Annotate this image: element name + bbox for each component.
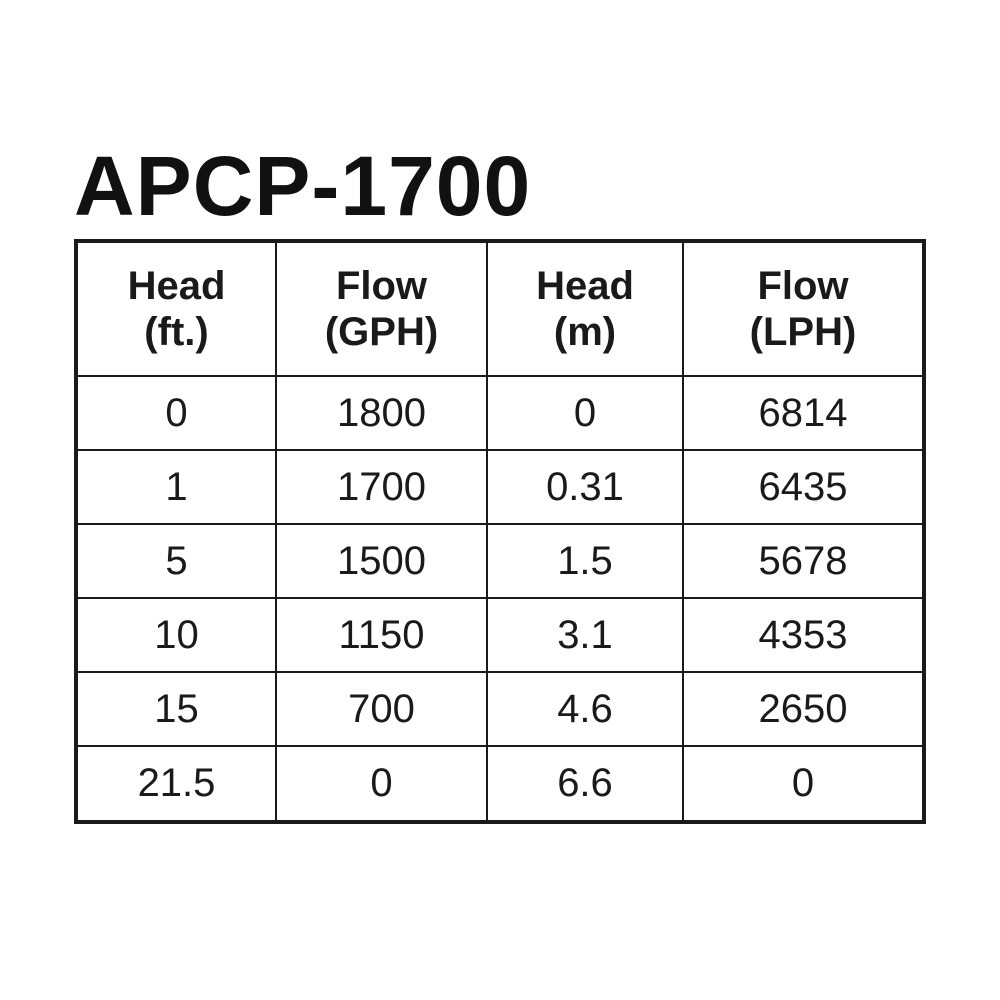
table-row xyxy=(78,598,922,672)
cell-flow-lph: 6435 xyxy=(683,450,922,524)
table-header-row xyxy=(78,243,922,376)
header-unit: (GPH) xyxy=(324,310,439,354)
header-flow-lph xyxy=(683,243,922,376)
cell-flow-lph: 4353 xyxy=(683,598,922,672)
cell-flow-gph: 700 xyxy=(276,672,487,746)
cell-head-ft: 21.5 xyxy=(78,746,276,820)
cell-head-m: 1.5 xyxy=(487,524,683,598)
cell-head-ft: 5 xyxy=(78,524,276,598)
table-row xyxy=(78,376,922,450)
header-head-m xyxy=(487,243,683,376)
cell-flow-lph: 5678 xyxy=(683,524,922,598)
page-title: APCP-1700 xyxy=(74,139,532,233)
performance-table xyxy=(78,243,922,820)
cell-head-ft: 15 xyxy=(78,672,276,746)
cell-head-m: 4.6 xyxy=(487,672,683,746)
cell-head-m: 3.1 xyxy=(487,598,683,672)
cell-flow-gph: 0 xyxy=(276,746,487,820)
header-unit: (m) xyxy=(553,310,617,354)
header-head-ft xyxy=(78,243,276,376)
cell-flow-gph: 1800 xyxy=(276,376,487,450)
cell-head-m: 6.6 xyxy=(487,746,683,820)
header-label: Flow xyxy=(757,264,849,308)
table-row xyxy=(78,746,922,820)
cell-flow-lph: 0 xyxy=(683,746,922,820)
header-unit: (ft.) xyxy=(144,310,209,354)
cell-head-ft: 10 xyxy=(78,598,276,672)
cell-flow-lph: 2650 xyxy=(683,672,922,746)
header-flow-gph xyxy=(276,243,487,376)
table-row xyxy=(78,450,922,524)
cell-head-ft: 1 xyxy=(78,450,276,524)
header-unit: (LPH) xyxy=(749,310,857,354)
cell-head-ft: 0 xyxy=(78,376,276,450)
cell-flow-gph: 1500 xyxy=(276,524,487,598)
header-label: Head xyxy=(536,264,634,308)
performance-table-frame xyxy=(74,239,926,824)
table-row xyxy=(78,672,922,746)
header-label: Head xyxy=(127,264,226,308)
cell-flow-gph: 1700 xyxy=(276,450,487,524)
cell-flow-gph: 1150 xyxy=(276,598,487,672)
header-label: Flow xyxy=(335,264,428,308)
cell-head-m: 0.31 xyxy=(487,450,683,524)
table-row xyxy=(78,524,922,598)
cell-head-m: 0 xyxy=(487,376,683,450)
cell-flow-lph: 6814 xyxy=(683,376,922,450)
